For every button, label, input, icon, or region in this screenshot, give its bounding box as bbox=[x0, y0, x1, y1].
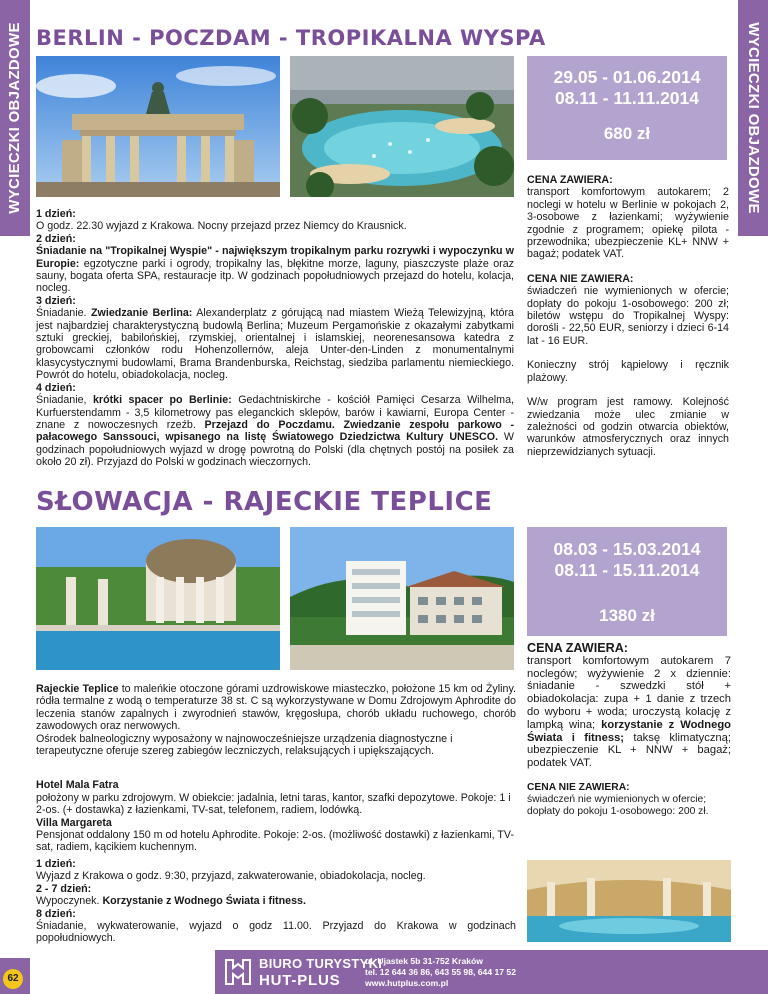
trip2-title: SŁOWACJA - RAJECKIE TEPLICE bbox=[36, 487, 493, 517]
trip1-excludes-text: świadczeń nie wymienionych w ofercie; dopłaty do pokoju 1-osobowego: 200 zł; biletów wstępu do Tropikalnej Wyspy: dorośli - 22,50 EUR, seniorzy i dzieci 6-14 lat - 16 EUR. bbox=[527, 285, 729, 347]
trip2-description bbox=[36, 683, 516, 854]
trip2-day3-text: Śniadanie, wykwaterowanie, wyjazd o godz 11.00. Przyjazd do Krakowa w godzinach popołudniowych. bbox=[36, 920, 516, 945]
trip1-price-info bbox=[527, 174, 729, 458]
hotel2-text: Pensjonat oddalony 150 m od hotelu Aphrodite. Pokoje: 2-os. (możliwość dostawki) z łazienkami, TV-sat, radiem, kącikiem kuchennym. bbox=[36, 829, 515, 854]
trip2-day1-text: Wyjazd z Krakowa o godz. 9:30, przyjazd, zakwaterowanie, obiadokolacja, nocleg. bbox=[36, 870, 426, 883]
trip1-day4-text: Śniadanie, krótki spacer po Berlinie: Gedachtniskirche - kościół Pamięci Cesarza Wilhelma, Kurfuerstendamm - 3,5 kilometrowy pas eleganckich sklepów, barów i kawiarni, Europa Center - znane z nowoczesnych rzeźb. Przejazd do Poczdamu. Zwiedzanie zespołu parkowo - pałacowego Sanssouci, wpisanego na listę Światowego Dziedzictwa Kultury UNESCO. W godzinach popołudniowych wyjazd w drogę powrotną do Polski (dla chętnych postój na posiłek za około 20 zł). Przyjazd do Polski w godzinach wieczornych. bbox=[36, 394, 514, 469]
trip1-title: BERLIN - POCZDAM - TROPIKALNA WYSPA bbox=[36, 26, 546, 50]
hotel-building-photo bbox=[290, 527, 514, 670]
trip1-day1-label: 1 dzień: bbox=[36, 208, 76, 220]
trip1-includes-label: CENA ZAWIERA: bbox=[527, 174, 613, 186]
spa-pool-photo bbox=[36, 527, 280, 670]
trip1-day2-text: Śniadanie na "Tropikalnej Wyspie" - największym tropikalnym parku rozrywki i wypoczynku w Europie: egzotyczne parki i ogrody, tropikalny las, błękitne morze, laguny, piaszczyste plaże oraz sauny, bogata oferta SPA, restauracje itp. W godzinach popołudniowych przejazd do hotelu, kolacja, nocleg. bbox=[36, 245, 514, 295]
side-strip-left bbox=[0, 0, 30, 236]
trip2-dates-2: 08.11 - 15.11.2014 bbox=[554, 560, 700, 580]
trip2-excludes-text: świadczeń nie wymienionych w ofercie; dopłaty do pokoju 1-osobowego: 200 zł. bbox=[527, 793, 709, 817]
footer-bar bbox=[215, 950, 768, 994]
trip2-day3-label: 8 dzień: bbox=[36, 907, 76, 920]
trip1-day1-text: O godz. 22.30 wyjazd z Krakowa. Nocny przejazd przez Niemcy do Krausnick. bbox=[36, 220, 407, 233]
trip1-day2-label: 2 dzień: bbox=[36, 232, 76, 245]
trip2-price-info bbox=[527, 642, 731, 818]
trip1-dates-1: 29.05 - 01.06.2014 bbox=[553, 67, 701, 87]
trip2-program bbox=[36, 858, 516, 945]
website-link[interactable]: www.hutplus.com.pl bbox=[365, 978, 449, 988]
trip2-day2-label: 2 - 7 dzień: bbox=[36, 882, 92, 895]
trip1-dates-2: 08.11 - 11.11.2014 bbox=[554, 88, 700, 108]
brand-line-2: HUT-PLUS bbox=[259, 972, 341, 989]
trip2-price: 1380 zł bbox=[599, 606, 655, 625]
contact-info bbox=[365, 956, 516, 989]
brand-line-1: BIURO TURYSTYKI bbox=[259, 956, 383, 971]
water-world-photo bbox=[527, 860, 731, 942]
hut-plus-logo-icon bbox=[223, 956, 253, 988]
trip1-program bbox=[36, 208, 514, 469]
trip2-day2-text: Wypoczynek. Korzystanie z Wodnego Świata i fitness. bbox=[36, 895, 306, 908]
trip1-note-swimwear: Konieczny strój kąpielowy i ręcznik plażowy. bbox=[527, 359, 729, 384]
phone-line: tel. 12 644 36 86, 643 55 98, 644 17 52 bbox=[365, 967, 516, 977]
trip2-day1-label: 1 dzień: bbox=[36, 858, 76, 870]
side-label-left: WYCIECZKI OBJAZDOWE bbox=[6, 22, 23, 214]
hotel1-name: Hotel Mala Fatra bbox=[36, 779, 119, 792]
hotel2-name: Villa Margareta bbox=[36, 816, 112, 829]
side-label-right: WYCIECZKI OBJAZDOWE bbox=[745, 22, 762, 214]
page-number: 62 bbox=[3, 969, 23, 989]
trip1-day4-label: 4 dzień: bbox=[36, 381, 76, 394]
trip2-price-box bbox=[527, 527, 727, 636]
trip2-includes-text: transport komfortowym autokarem 7 noclegów; wyżywienie 2 x dziennie: śniadanie - szwedzki stół + obiadokolacja: zupa + 1 danie z trzech do wyboru + woda; uroczystą kolację z lampką wina; korzystanie z Wodnego Świata i fitness; taksę klimatyczną; ubezpieczenie KL + NNW + bagaż; podatek VAT. bbox=[527, 654, 731, 770]
trip2-includes-label: CENA ZAWIERA: bbox=[527, 641, 628, 655]
trip1-includes-text: transport komfortowym autokarem; 2 noclegi w hotelu w Berlinie w pokojach 2, 3-osobowe z łazienkami; wyżywienie zgodnie z programem; opiekę pilota - przewodnika; ubezpieczenie KL+ NNW + bagaż; podatek VAT. bbox=[527, 186, 729, 261]
tropical-island-photo bbox=[290, 56, 514, 197]
trip1-price: 680 zł bbox=[603, 124, 651, 143]
page-number-badge bbox=[0, 958, 30, 994]
trip1-day3-text: Śniadanie. Zwiedzanie Berlina: Alexanderplatz z górującą nad miastem Wieżą Telewizyjną, która jest najbardziej charakterystyczną budowlą Berlina; Muzeum Pergamońskie z okazałymi zabytkami sztuki greckiej, babilońskiej, rzymskiej, orientalnej i islamskiej, neorenesansowa katedra z grobowcami członków rodu Hohenzollernów, aleja Unter-den-Linden z monumentalnymi klasycystycznymi budowlami, Brama Brandenburska, Reichstag, siedziba parlamentu niemieckiego. Powrót do hotelu, obiadokolacja, nocleg. bbox=[36, 307, 515, 382]
trip2-desc-1: Rajeckie Teplice to maleńkie otoczone górami uzdrowiskowe miasteczko, położone 15 km od Żyliny. ródła termalne z wodą o temperaturze 38 st. C są wykorzystywane w Domu Zdrojowym Aphrodite do leczenia stanów zapalnych i zwyrodnień stawów, kręgosłupa, chorób układu ruchowego, chorób zawodowych oraz nerwowych. bbox=[36, 683, 516, 733]
address-line: ul. Ujastek 5b 31-752 Kraków bbox=[365, 956, 483, 966]
trip1-excludes-label: CENA NIE ZAWIERA: bbox=[527, 272, 634, 285]
brandenburg-gate-photo bbox=[36, 56, 280, 197]
hotel1-text: położony w parku zdrojowym. W obiekcie: jadalnia, letni taras, kantor, szafki depozytowe. Pokoje: 1 i 2-os. (+ dostawka) z łazienkami, TV-sat, telefonem, radiem, lodówką. bbox=[36, 791, 511, 817]
trip2-dates-1: 08.03 - 15.03.2014 bbox=[553, 539, 701, 559]
trip2-excludes-label: CENA NIE ZAWIERA: bbox=[527, 781, 630, 793]
trip1-note-program: W/w program jest ramowy. Kolejność zwiedzania może ulec zmianie w zależności od godzin otwarcia obiektów, warunków atmosferycznych oraz innych nieprzewidzianych sytuacji. bbox=[527, 396, 729, 458]
trip1-day3-label: 3 dzień: bbox=[36, 294, 76, 307]
trip1-price-box bbox=[527, 56, 727, 160]
side-strip-right bbox=[738, 0, 768, 236]
trip2-desc-2: Ośrodek balneologiczny wyposażony w najnowocześniejsze urządzenia diagnostyczne i terapeutyczne oferuje szereg zabiegów leczniczych, relaksujących i upiększających. bbox=[36, 732, 453, 758]
